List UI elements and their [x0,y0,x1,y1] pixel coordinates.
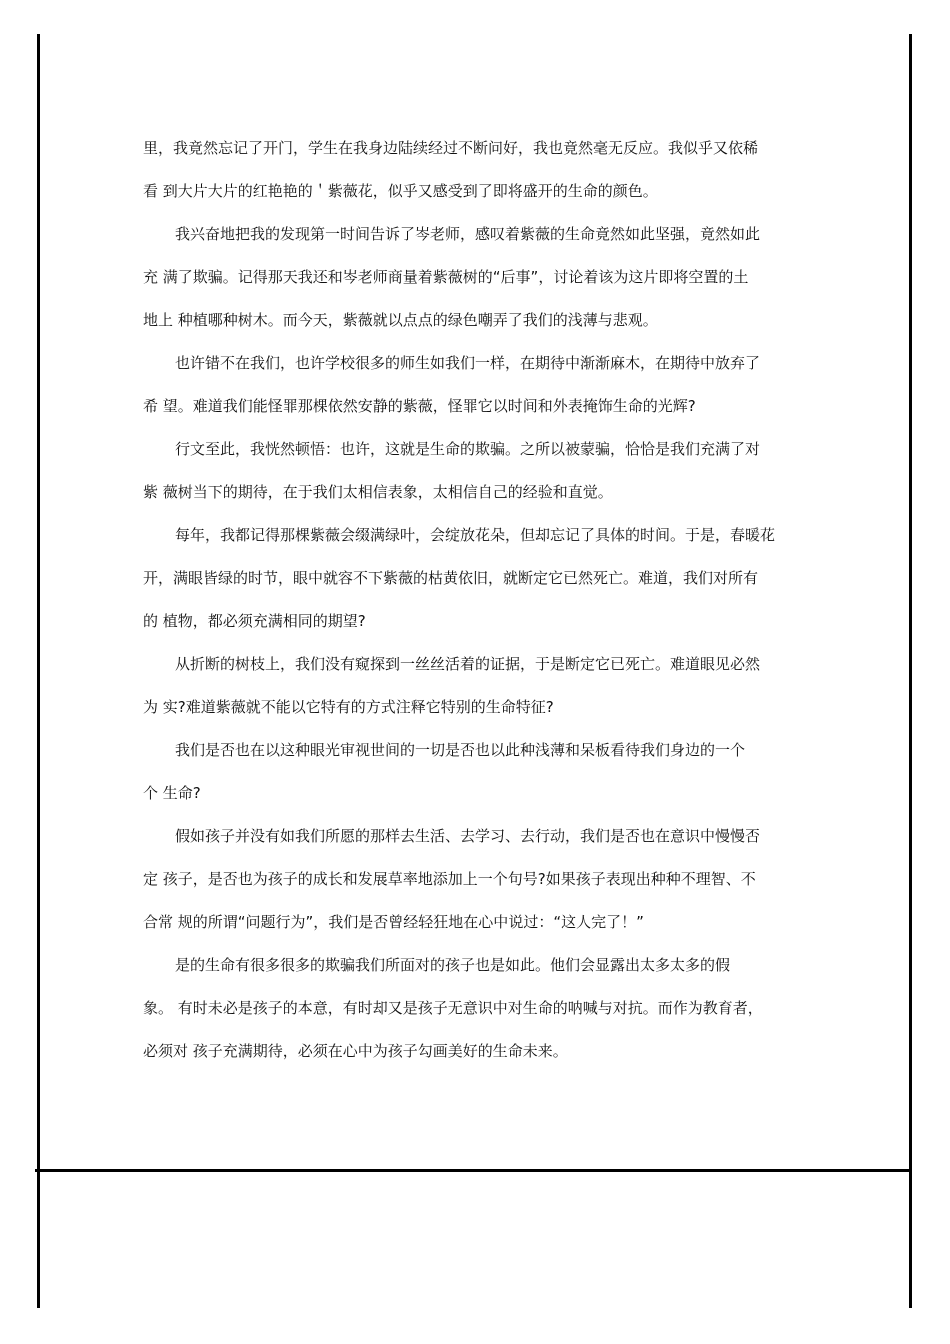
text-line: 看 到大片大片的红艳艳的＇紫薇花，似乎又感受到了即将盛开的生命的颜色。 [143,182,658,200]
text-line: 象。 有时未必是孩子的本意，有时却又是孩子无意识中对生命的呐喊与对抗。而作为教育者， [143,999,763,1017]
text-line [143,514,808,557]
text-line: 开，满眼皆绿的时节，眼中就容不下紫薇的枯黄依旧，就断定它已然死亡。难道，我们对所有 [143,569,759,587]
text-line [143,428,808,471]
paragraph-start: 也许错不在我们，也许学校很多的师生如我们一样，在期待中渐渐麻木，在期待中放弃了 [175,354,761,372]
text-line [143,643,808,686]
text-line [143,944,808,987]
left-border-line [37,34,40,1308]
text-line: 为 实?难道紫薇就不能以它特有的方式注释它特别的生命特征? [143,698,554,716]
text-line: 充 满了欺骗。记得那天我还和岑老师商量着紫薇树的“后事”，讨论着该为这片即将空置的土 [143,268,749,286]
text-line: 定 孩子，是否也为孩子的成长和发展草率地添加上一个句号?如果孩子表现出种种不理智、不 [143,870,756,888]
text-line [143,213,808,256]
paragraph-start: 从折断的树枝上，我们没有窥探到一丝丝活着的证据，于是断定它已死亡。难道眼见必然 [175,655,761,673]
text-line [143,815,808,858]
paragraph-start: 是的生命有很多很多的欺骗我们所面对的孩子也是如此。他们会显露出太多太多的假 [175,956,731,974]
text-line: 地上 种植哪种树木。而今天，紫薇就以点点的绿色嘲弄了我们的浅薄与悲观。 [143,311,658,329]
bottom-border-line [35,1169,912,1172]
text-line: 希 望。难道我们能怪罪那棵依然安静的紫薇，怪罪它以时间和外表掩饰生命的光辉? [143,397,696,415]
text-line: 紫 薇树当下的期待，在于我们太相信表象，太相信自己的经验和直觉。 [143,483,613,501]
text-line: 合常 规的所谓“问题行为”，我们是否曾经轻狂地在心中说过：“这人完了！” [143,913,644,931]
essay-body [143,127,808,1073]
right-border-line [909,34,912,1308]
text-line: 里，我竟然忘记了开门，学生在我身边陆续经过不断问好，我也竟然毫无反应。我似乎又依稀 [143,139,759,157]
paragraph-start: 我们是否也在以这种眼光审视世间的一切是否也以此种浅薄和呆板看待我们身边的一个 [175,741,746,759]
paragraph-start: 假如孩子并没有如我们所愿的那样去生活、去学习、去行动，我们是否也在意识中慢慢否 [175,827,761,845]
text-line: 个 生命? [143,784,201,802]
text-line: 的 植物，都必须充满相同的期望? [143,612,366,630]
paragraph-start: 我兴奋地把我的发现第一时间告诉了岑老师，感叹着紫薇的生命竟然如此坚强，竟然如此 [175,225,761,243]
paragraph-start: 行文至此，我恍然顿悟：也许，这就是生命的欺骗。之所以被蒙骗，恰恰是我们充满了对 [175,440,761,458]
text-line [143,342,808,385]
text-line: 必须对 孩子充满期待，必须在心中为孩子勾画美好的生命未来。 [143,1042,568,1060]
text-line [143,729,808,772]
paragraph-start: 每年，我都记得那棵紫薇会缀满绿叶，会绽放花朵，但却忘记了具体的时间。于是，春暖花 [175,526,776,544]
